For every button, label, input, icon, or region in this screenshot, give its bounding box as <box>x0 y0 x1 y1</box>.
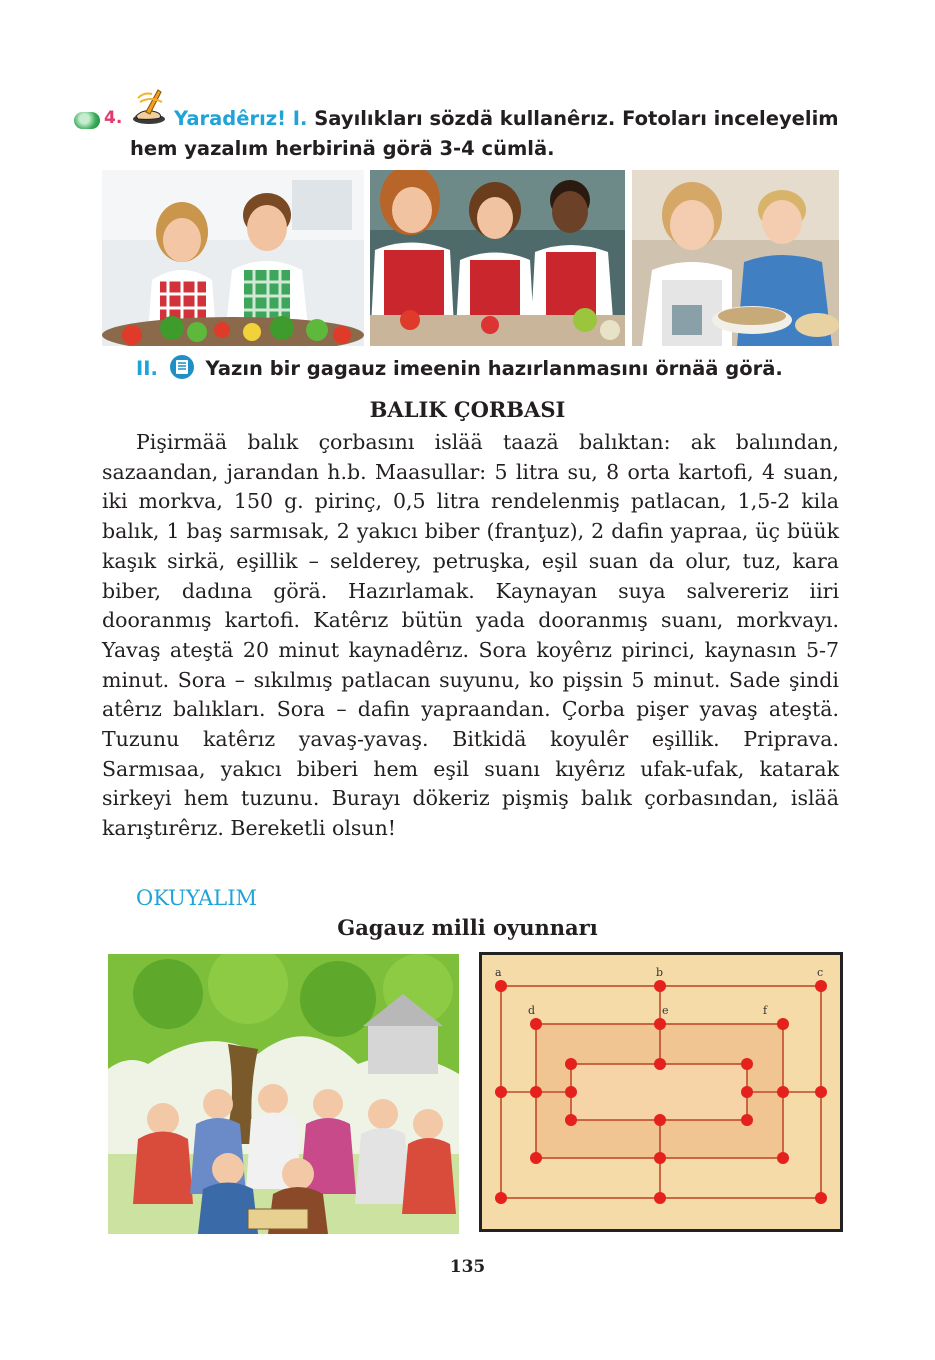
task-2-number: II. <box>136 357 158 380</box>
board-point-3-1 <box>565 1058 577 1070</box>
board-point-1-5 <box>815 1086 827 1098</box>
recipe-title: BALIK ÇORBASI <box>369 397 566 422</box>
task-4-line-1-text: Sayılıkları sözdä kullanêrız. Fotoları inceleyelim <box>314 107 839 130</box>
board-point-3-6 <box>565 1114 577 1126</box>
board-point-2-2 <box>654 1018 666 1030</box>
board-point-1-3 <box>815 980 827 992</box>
task-2-text: Yazın bir gagauz imeenin hazırlanmasını örnää görä. <box>205 357 783 380</box>
reading-heading: OKUYALIM <box>136 886 257 910</box>
board-point-2-4 <box>530 1086 542 1098</box>
board-point-2-3 <box>777 1018 789 1030</box>
board-point-3-2 <box>654 1058 666 1070</box>
board-point-1-4 <box>495 1086 507 1098</box>
board-point-1-7 <box>654 1192 666 1204</box>
board-label-a: a <box>495 966 502 979</box>
children-cooking-photo-1 <box>102 170 364 346</box>
recipe-body: Pişirmää balık çorbasını islää taazä balıktan: ak balıından, sazaandan, jarandan h.b. Maasullar: 5 litra su, 8 orta kartofi, 4 suan, iki morkva, 150 g. pirinç, 0,5 litra rendelenmiş patlacan, 1,5-2 kila balık, 1 baş sarmısak, 2 yakıcı biber (franţuz), 2 dafin yapraa, üç büük kaşık sirkä, eşillik – selderey, petruşka, eşil suan da olur, tuz, kara biber, dadına görä. Hazırlamak. Kaynayan suya salvereriz iiri dooranmış kartofi. Katêrız bütün yada dooranmış suanı, morkvayı. Yavaş ateştä 20 minut kaynadêrız. Sora koyêrız pirinci, kaynasın 5-7 minut. Sora – sıkılmış patlacan suyunu, ko pişsin 5 minut. Sade şindi atêrız balıkları. Sora – dafin yapraandan. Çorba pişer yavaş ateştä. Tuzunu katêrız yavaş-yavaş. Bitkidä koyulêr eşillik. Priprava. Sarmısaa, yakıcı biberi hem eşil suanı kıyêrız ufak-ufak, katarak sirkeyi hem tuzunu. Burayı dökeriz pişmiş balık çorbasından, islää karıştırêrız. Bereketli olsun! <box>102 430 839 841</box>
task-4-line-2: hem yazalım herbirinä görä 3-4 cümlä. <box>130 137 555 160</box>
task-2 <box>136 354 783 383</box>
task-number: 4. <box>104 108 123 128</box>
board-point-1-1 <box>495 980 507 992</box>
board-point-3-5 <box>741 1086 753 1098</box>
board-point-2-7 <box>654 1152 666 1164</box>
green-bullet-icon <box>74 112 100 129</box>
book-icon <box>169 354 195 380</box>
board-label-c: c <box>817 966 824 979</box>
children-cooking-photo-2 <box>370 170 625 346</box>
children-cooking-photo-3 <box>632 170 839 346</box>
board-point-2-1 <box>530 1018 542 1030</box>
page-number: 135 <box>449 1257 486 1277</box>
board-point-3-3 <box>741 1058 753 1070</box>
task-4-lead: Yaradêrız! I. <box>174 107 308 130</box>
writing-hand-icon <box>130 86 168 126</box>
board-point-1-6 <box>495 1192 507 1204</box>
game-title: Gagauz milli oyunnarı <box>337 915 598 940</box>
board-square-3 <box>571 1064 747 1120</box>
board-label-b: b <box>656 966 664 979</box>
board-point-2-6 <box>530 1152 542 1164</box>
board-point-3-7 <box>654 1114 666 1126</box>
board-label-f: f <box>763 1004 768 1017</box>
board-point-3-4 <box>565 1086 577 1098</box>
nine-mens-morris-board <box>479 952 843 1232</box>
board-point-1-2 <box>654 980 666 992</box>
board-label-e: e <box>662 1004 669 1017</box>
board-point-2-8 <box>777 1152 789 1164</box>
task-4-line-1 <box>174 104 839 133</box>
board-point-3-8 <box>741 1114 753 1126</box>
board-point-1-8 <box>815 1192 827 1204</box>
children-playing-game-illustration <box>108 954 459 1234</box>
board-point-2-5 <box>777 1086 789 1098</box>
board-label-d: d <box>528 1004 536 1017</box>
